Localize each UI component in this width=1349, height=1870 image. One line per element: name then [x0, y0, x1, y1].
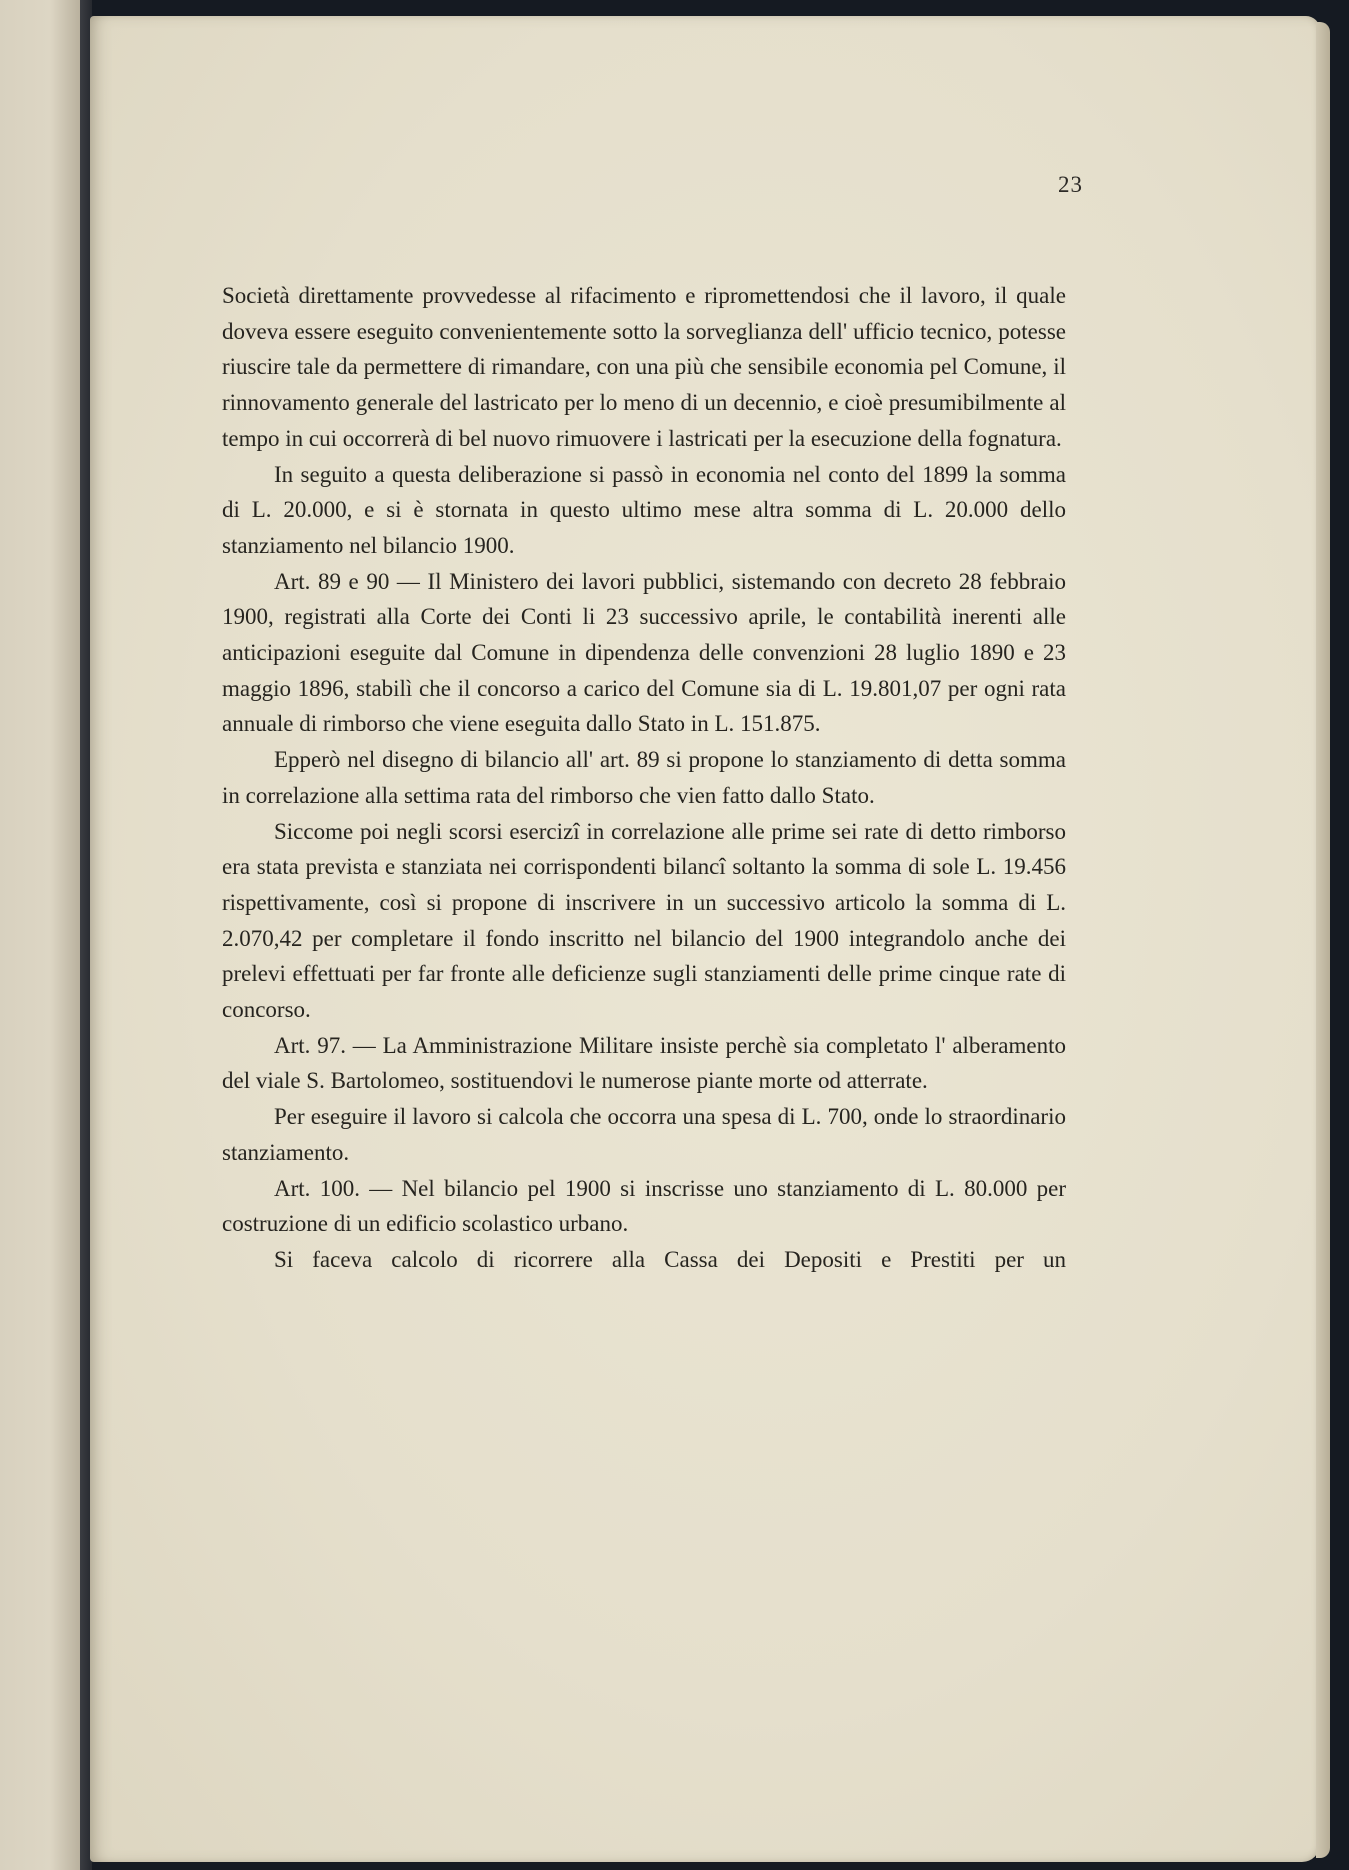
paragraph: Art. 89 e 90 — Il Ministero dei lavori pubblici, sistemando con decreto 28 febbraio 1900, registrati alla Corte dei Conti li 23 successivo aprile, le contabilità inerenti alle anticipazioni eseguite dal Comune in dipendenza delle convenzioni 28 luglio 1890 e 23 maggio 1896, stabilì che il concorso a carico del Comune sia di L. 19.801,07 per ogni rata annuale di rimborso che viene eseguita dallo Stato in L. 151.875. — [222, 568, 1066, 737]
paragraph: Epperò nel disegno di bilancio all' art. 89 si propone lo stanziamento di detta somma in correlazione alla settima rata del rimborso che vien fatto dallo Stato. — [222, 747, 1066, 808]
paragraph: Per eseguire il lavoro si calcola che occorra una spesa di L. 700, onde lo straordinario stanziamento. — [222, 1104, 1066, 1165]
paragraph: Art. 100. — Nel bilancio pel 1900 si inscrisse uno stanziamento di L. 80.000 per costruzione di un edificio scolastico urbano. — [222, 1175, 1066, 1237]
page-fore-edge — [1316, 22, 1330, 1858]
paragraph: Siccome poi negli scorsi esercizî in correlazione alle prime sei rate di detto rimborso era stata prevista e stanziata nei corrispondenti bilancî soltanto la somma di sole L. 19.456 rispettivamente, così si propone di inscrivere in un successivo articolo la somma di L. 2.070,42 per completare il fondo inscritto nel bilancio del 1900 integrandolo anche dei prelevi effettuati per far fronte alle deficienze sugli stanziamenti delle prime cinque rate di concorso. — [222, 818, 1066, 1023]
paragraph: In seguito a questa deliberazione si passò in economia nel conto del 1899 la somma di L. 20.000, e si è stornata in questo ultimo mese altra somma di L. 20.000 dello stanziamento nel bilancio 1900. — [222, 461, 1066, 558]
paragraph: Si faceva calcolo di ricorrere alla Cassa dei Depositi e Prestiti per un — [274, 1246, 1066, 1272]
body-text — [222, 278, 1066, 1278]
page-number: 23 — [1058, 172, 1083, 197]
paragraph: Società direttamente provvedesse al rifacimento e ripromettendosi che il lavoro, il quale doveva essere eseguito convenientemente sotto la sorveglianza dell' ufficio tecnico, potesse riuscire tale da permettere di rimandare, con una più che sensibile economia pel Comune, il rinnovamento generale del lastricato per lo meno di un decennio, e cioè presumibilmente al tempo in cui occorrerà di bel nuovo rimuovere i lastricati per la esecuzione della fognatura. — [222, 283, 1066, 451]
paragraph: Art. 97. — La Amministrazione Militare insiste perchè sia completato l' alberamento del viale S. Bartolomeo, sostituendovi le numerose piante morte od atterrate. — [222, 1032, 1066, 1094]
facing-page-edge — [0, 0, 81, 1870]
